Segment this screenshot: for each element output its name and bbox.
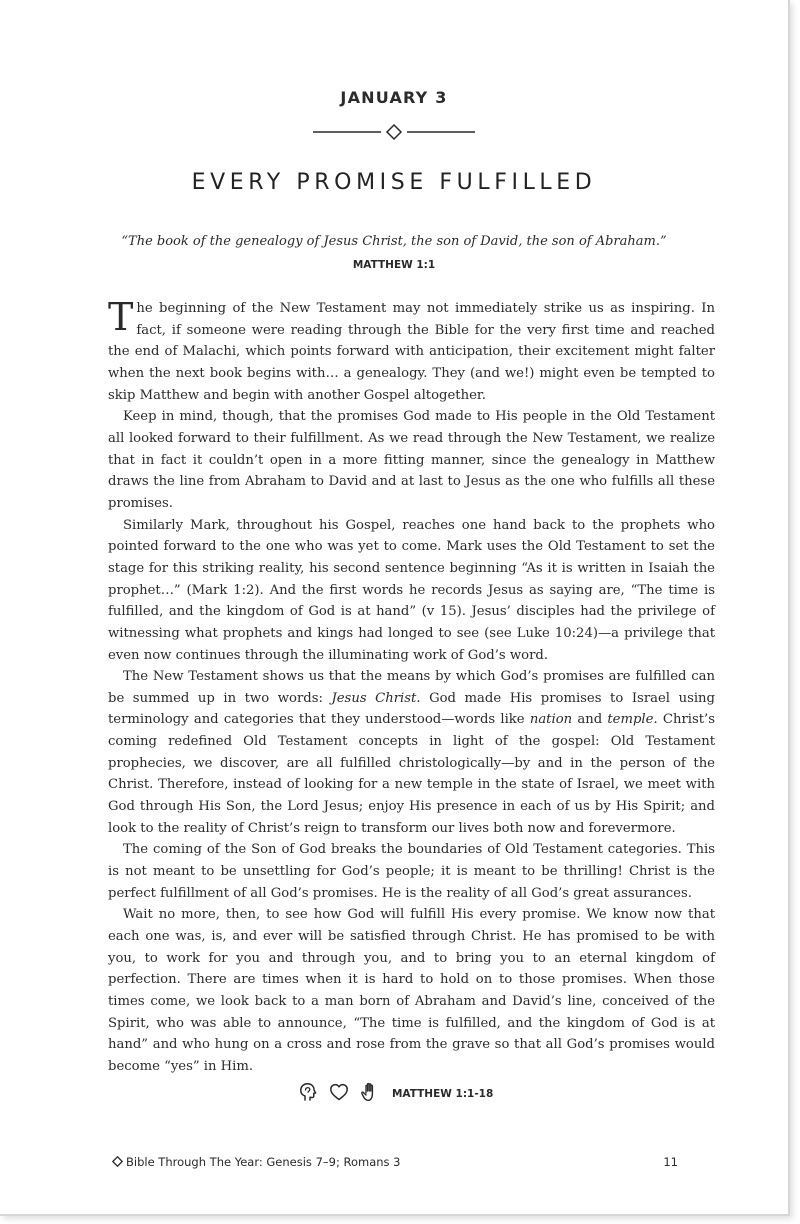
head-icon (297, 1081, 319, 1107)
page-number: 11 (663, 1155, 678, 1169)
paragraph-4-emphasis-temple: temple (607, 712, 654, 728)
paragraph-4-text-b: God made His promises to Israel using terminology and categories that they understood—words like (108, 690, 715, 728)
paragraph-1-text: he beginning of the New Testament may not immediately strike us as inspiring. In fact, if someone were reading through the Bible for the very first time and reached the end of Malachi, which points forward with anticipation, their excitement might falter when the next book begins with… a genealogy. They (and we!) might even be tempted to skip Matthew and begin with another Gospel altogether. (108, 301, 715, 403)
paragraph-3: Similarly Mark, throughout his Gospel, reaches one hand back to the prophets who pointed forward to the one who was yet to come. Mark uses the Old Testament to set the stage for this striking reality, his second sentence beginning “As it is written in Isaiah the prophet…” (Mark 1:2). And the first words he records Jesus as saying are, “The time is fulfilled, and the kingdom of God is at hand” (v 15). Jesus’ disciples had the privilege of witnessing what prophets and kings had longed to see (see Luke 10:24)—a privilege that even now continues through the illuminating work of God’s word. (108, 517, 715, 663)
paragraph-1 (108, 295, 715, 406)
hand-icon (359, 1081, 381, 1107)
title-ornament (0, 122, 788, 142)
devotional-body (108, 295, 715, 1078)
reading-plan (112, 1155, 401, 1169)
epigraph-quote: “The book of the genealogy of Jesus Christ, the son of David, the son of Abraham.” (121, 234, 667, 249)
paragraph-4-emphasis-jesus-christ: Jesus Christ. (331, 690, 421, 706)
drop-cap: T (108, 295, 134, 339)
paragraph-4-text-c: and (572, 712, 608, 728)
epigraph-reference: MATTHEW 1:1 (352, 259, 436, 271)
paragraph-4 (108, 666, 715, 839)
devotional-date: JANUARY 3 (340, 88, 448, 107)
paragraph-4-text-d: . Christ’s coming redefined Old Testament concepts in light of the gospel: Old Testament prophecies, we discover, are all fulfilled christologically—by and in the person of the Christ. Therefore, instead of looking for a new temple in the state of Israel, we meet with God through His Son, the Lord Jesus; enjoy His presence in each of us by His Spirit; and look to the reality of Christ’s reign to transform our lives both now and forevermore. (108, 712, 715, 836)
diamond-divider-icon (313, 122, 475, 142)
paragraph-4-text-a: The New Testament shows us that the means by which God’s promises are fulfilled can be summed up in two words: (108, 669, 715, 706)
paragraph-5: The coming of the Son of God breaks the boundaries of Old Testament categories. This is not meant to be unsettling for God’s people; it is meant to be thrilling! Christ is the perfect fulfillment of all God’s promises. He is the reality of all God’s great assurances. (108, 842, 715, 901)
reflection-row (0, 1081, 788, 1103)
devotional-title: EVERY PROMISE FULFILLED (191, 170, 597, 195)
passage-reference: MATTHEW 1:1-18 (391, 1088, 494, 1100)
reading-plan-text: Bible Through The Year: Genesis 7–9; Romans 3 (126, 1155, 401, 1169)
diamond-icon (112, 1156, 123, 1167)
paragraph-4-emphasis-nation: nation (529, 712, 573, 728)
paragraph-2: Keep in mind, though, that the promises God made to His people in the Old Testament all looked forward to their fulfillment. As we read through the New Testament, we realize that in fact it couldn’t open in a more fitting manner, since the genealogy in Matthew draws the line from Abraham to David and at last to Jesus as the one who fulfills all these promises. (108, 409, 715, 511)
paragraph-6: Wait no more, then, to see how God will fulfill His every promise. We know now that each one was, is, and ever will be satisfied through Christ. He has promised to be with you, to work for you and through you, and to bring you to an eternal kingdom of perfection. There are times when it is hard to hold on to those promises. When those times come, we look back to a man born of Abraham and David’s line, conceived of the Spirit, who was able to announce, “The time is fulfilled, and the kingdom of God is at hand” and who hung on a cross and rose from the grave so that all God’s promises would become “yes” in Him. (108, 907, 715, 1074)
heart-icon (328, 1081, 350, 1107)
